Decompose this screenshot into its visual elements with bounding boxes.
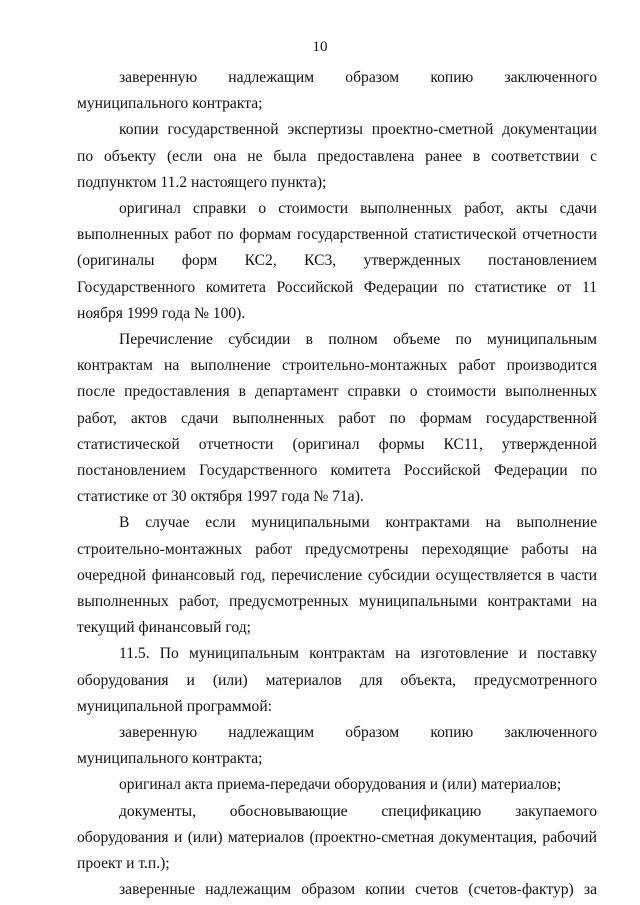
paragraph-specification-documents: документы, обосновывающие спецификацию закупаемого оборудования и (или) материалов (проектно-сметная документация, рабочий проект и т.п.); xyxy=(77,802,597,873)
paragraph-full-subsidy-transfer: Перечисление субсидии в полном объеме по муниципальным контрактам на выполнение строительно-монтажных работ производится после предоставления в департамент справки о стоимости выполненных работ, актов сдачи выполненных работ по формам государственной статистической отчетности (оригинал формы КС11, утвержденной постановлением Государственного комитета Российской Федерации по статистике от 30 октября 1997 года № 71а). xyxy=(77,331,597,506)
paragraph-certified-contract-copy: заверенную надлежащим образом копию заключенного муниципального контракта; xyxy=(77,69,597,113)
paragraph-invoice-copies: заверенные надлежащим образом копии счетов (счетов-фактур) за xyxy=(119,881,597,899)
paragraph-cost-certificate-original: оригинал справки о стоимости выполненных работ, акты сдачи выполненных работ по формам государственной статистической отчетности (оригиналы форм КС2, КС3, утвержденных постановлением Государственного комитета Российской Федерации по статистике от 11 ноября 1999 года № 100). xyxy=(77,200,597,322)
paragraph-state-expertise-copies: копии государственной экспертизы проектно-сметной документации по объекту (если она не была предоставлена ранее в соответствии с подпунктом 11.2 настоящего пункта); xyxy=(77,121,597,191)
paragraph-section-11-5: 11.5. По муниципальным контрактам на изготовление и поставку оборудования и (или) материалов для объекта, предусмотренного муниципальной программой: xyxy=(77,645,597,715)
paragraph-carryover-works: В случае если муниципальными контрактами на выполнение строительно-монтажных работ предусмотрены переходящие работы на очередной финансовый год, перечисление субсидии осуществляется в части выполненных работ, предусмотренных муниципальными контрактами на текущий финансовый год; xyxy=(77,514,597,637)
paragraph-acceptance-act: оригинал акта приема-передачи оборудования и (или) материалов; xyxy=(119,776,562,794)
paragraph-certified-contract-copy-2: заверенную надлежащим образом копию заключенного муниципального контракта; xyxy=(77,724,597,768)
document-body xyxy=(77,65,597,904)
page-number: 10 xyxy=(312,39,328,55)
